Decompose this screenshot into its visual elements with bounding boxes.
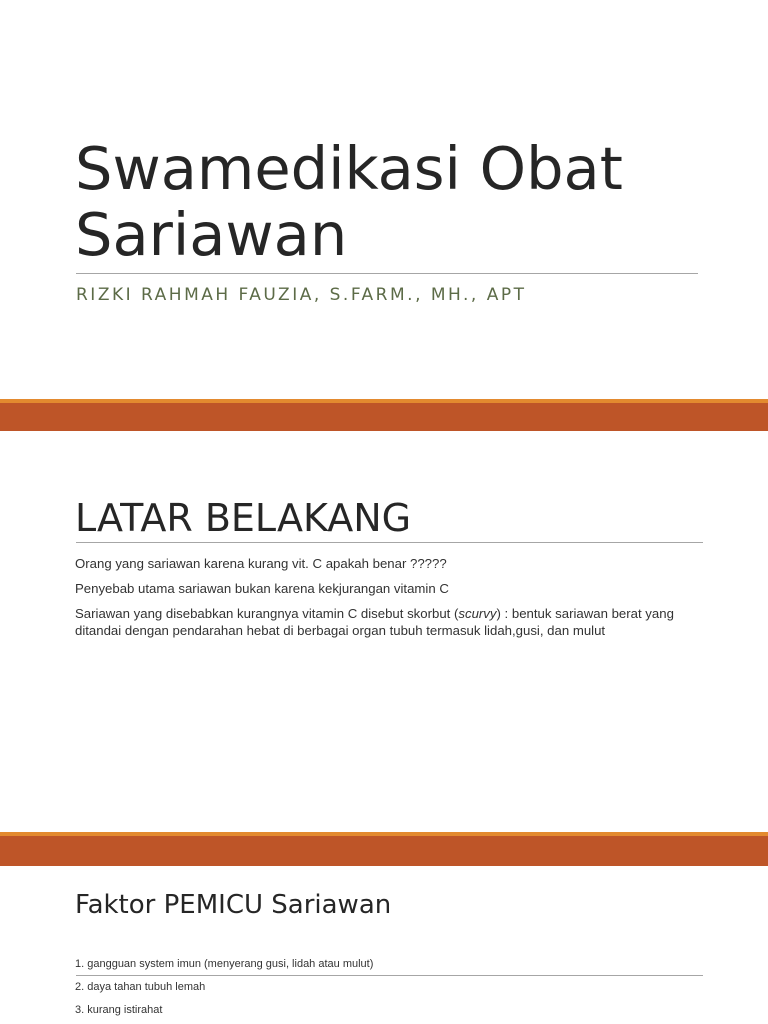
- title-divider: [76, 273, 698, 274]
- title-line-1: Swamedikasi Obat: [75, 134, 623, 203]
- background-slide: [0, 431, 768, 832]
- scurvy-term: scurvy: [458, 606, 497, 621]
- slide-separator: [0, 399, 768, 431]
- slide-title: Faktor PEMICU Sariawan: [75, 890, 392, 920]
- list-item: 2. daya tahan tubuh lemah: [75, 981, 206, 993]
- author-name: RIZKI RAHMAH FAUZIA, S.FARM., MH., APT: [76, 285, 527, 305]
- list-divider: [76, 975, 703, 976]
- slide-separator: [0, 832, 768, 866]
- title-divider: [76, 542, 703, 543]
- title-slide: [0, 0, 768, 399]
- triggers-slide: [0, 866, 768, 1024]
- slide-body: [75, 555, 715, 647]
- list-item: 1. gangguan system imun (menyerang gusi, lidah atau mulut): [75, 958, 374, 970]
- trigger-list: [75, 957, 715, 1024]
- title-line-2: Sariawan: [75, 200, 348, 269]
- paragraph-1: Orang yang sariawan karena kurang vit. C apakah benar ?????: [75, 556, 447, 571]
- paragraph-3: [75, 605, 715, 639]
- slide-title: LATAR BELAKANG: [75, 496, 412, 540]
- paragraph-3-start: Sariawan yang disebabkan kurangnya vitamin C disebut skorbut (: [75, 606, 459, 621]
- paragraph-3-end: ) : bentuk sariawan berat yang ditandai dengan pendarahan hebat di berbagai organ tubuh termasuk lidah,gusi, dan mulut: [75, 606, 674, 638]
- presentation-title: [75, 136, 715, 268]
- list-item: 3. kurang istirahat: [75, 1004, 163, 1016]
- paragraph-2: Penyebab utama sariawan bukan karena kekjurangan vitamin C: [75, 581, 449, 596]
